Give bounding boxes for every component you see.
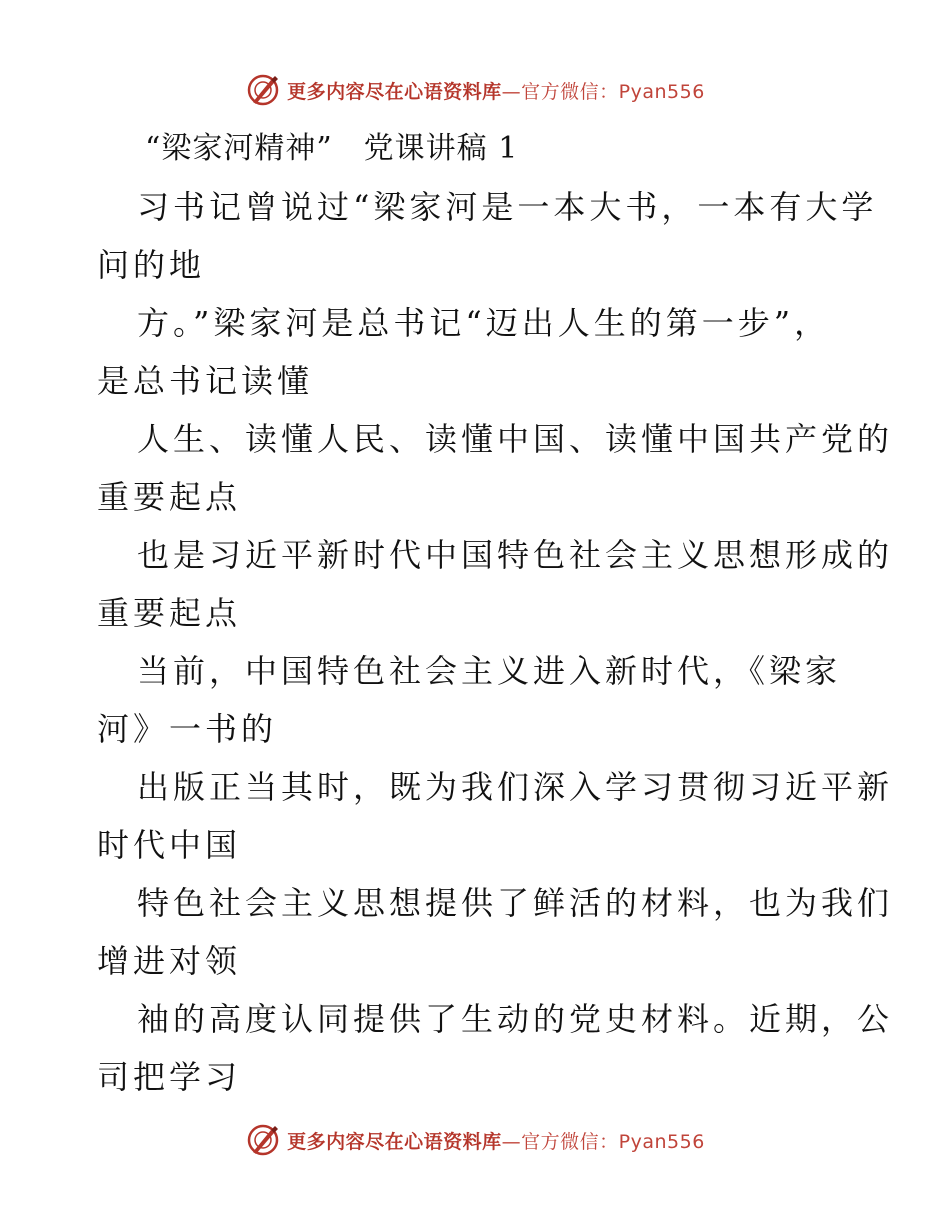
paragraph-line: 问的地 <box>97 246 206 284</box>
document-title: “梁家河精神” 党课讲稿 1 <box>145 131 519 166</box>
paragraph-line: 司把学习 <box>97 1058 242 1096</box>
paragraph <box>97 526 894 642</box>
paragraph-line: 特色社会主义思想提供了鲜活的材料，也为我们 <box>137 884 894 922</box>
paragraph <box>97 990 894 1106</box>
paragraph-line: 是总书记读懂 <box>97 362 314 400</box>
paragraph <box>97 642 857 758</box>
pen-logo-icon <box>245 1122 281 1158</box>
banner-brand: 更多内容尽在心语资料库 <box>287 1130 502 1153</box>
document-body <box>97 120 894 1106</box>
paragraph <box>97 410 894 526</box>
paragraph <box>97 178 878 294</box>
paragraph <box>97 758 894 874</box>
paragraph-line: 时代中国 <box>97 826 242 864</box>
paragraph-line: 也是习近平新时代中国特色社会主义思想形成的 <box>137 536 894 574</box>
paragraph-line: 河》一书的 <box>97 710 278 748</box>
paragraph-line: 习书记曾说过“梁家河是一本大书，一本有大学 <box>137 188 878 226</box>
paragraph-line: 增进对领 <box>97 942 242 980</box>
footer-banner <box>0 1120 950 1160</box>
paragraph-line: 当前，中国特色社会主义进入新时代，《梁家 <box>137 652 842 690</box>
banner-brand: 更多内容尽在心语资料库 <box>287 80 502 103</box>
paragraph <box>97 874 894 990</box>
paragraph-line: 重要起点 <box>97 594 242 632</box>
paragraph <box>97 294 857 410</box>
paragraph-line: 人生、读懂人民、读懂中国、读懂中国共产党的 <box>137 420 894 458</box>
pen-logo-icon <box>245 72 281 108</box>
paragraph-line: 出版正当其时，既为我们深入学习贯彻习近平新 <box>137 768 894 806</box>
banner-text <box>287 77 705 104</box>
banner-wechat: —官方微信：Pyan556 <box>501 80 705 103</box>
paragraph-line: 重要起点 <box>97 478 242 516</box>
header-banner <box>0 70 950 110</box>
banner-text <box>287 1127 705 1154</box>
paragraph-line: 方。”梁家河是总书记“迈出人生的第一步”， <box>137 304 831 342</box>
paragraph-line: 袖的高度认同提供了生动的党史材料。近期，公 <box>137 1000 894 1038</box>
banner-wechat: —官方微信：Pyan556 <box>501 1130 705 1153</box>
